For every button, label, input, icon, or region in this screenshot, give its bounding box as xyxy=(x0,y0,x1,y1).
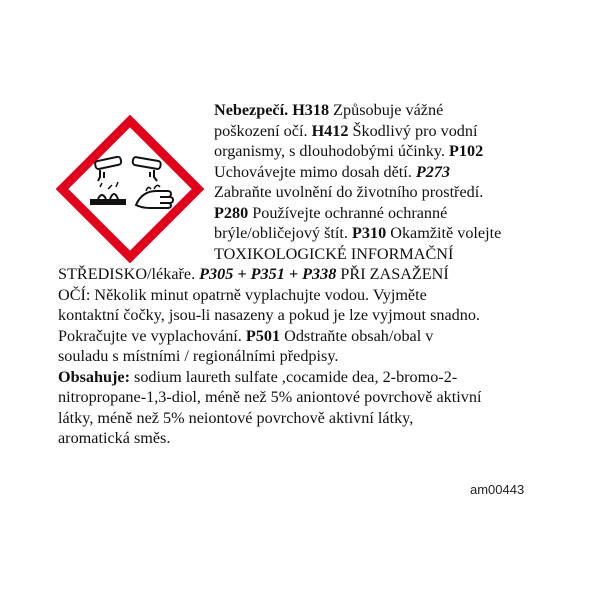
label-line-16: látky, méně než 5% neiontové povrchově aktivní látky, xyxy=(58,408,414,427)
hazard-label-text xyxy=(58,100,553,449)
label-line-4: Uchovávejte mimo dosah dětí. P273 xyxy=(214,162,451,181)
label-line-10: OČÍ: Několik minut opatrně vyplachujte vodou. Vyjměte xyxy=(58,285,427,304)
label-line-17: aromatická směs. xyxy=(58,429,171,447)
label-line-15: nitropropane-1,3-diol, méně než 5% aniontové povrchově aktivní xyxy=(58,388,482,406)
label-line-11: kontaktní čočky, jsou-li nasazeny a pokud je lze vyjmout snadno. xyxy=(58,306,480,324)
label-line-12: Pokračujte ve vyplachování. P501 Odstraňte obsah/obal v xyxy=(58,326,434,345)
label-line-8: TOXIKOLOGICKÉ INFORMAČNÍ xyxy=(214,244,454,263)
label-line-14: Obsahuje: sodium laureth sulfate ,cocamide dea, 2-bromo-2- xyxy=(58,367,458,386)
label-line-9: STŘEDISKO/lékaře. P305 + P351 + P338 PŘI ZASAŽENÍ xyxy=(58,265,449,283)
label-line-6: P280 Používejte ochranné ochranné xyxy=(214,203,448,222)
label-line-13: souladu s místními / regionálními předpisy. xyxy=(58,347,339,365)
label-line-5: Zabraňte uvolnění do životního prostředí. xyxy=(214,183,484,201)
label-line-3: organismy, s dlouhodobými účinky. P102 xyxy=(214,142,484,160)
label-line-2: poškození očí. H412 Škodlivý pro vodní xyxy=(214,121,478,140)
label-line-7: brýle/obličejový štít. P310 Okamžitě volejte xyxy=(214,224,502,242)
product-code: am00443 xyxy=(470,482,525,497)
label-line-1: Nebezpečí. H318 Způsobuje vážné xyxy=(214,101,444,119)
